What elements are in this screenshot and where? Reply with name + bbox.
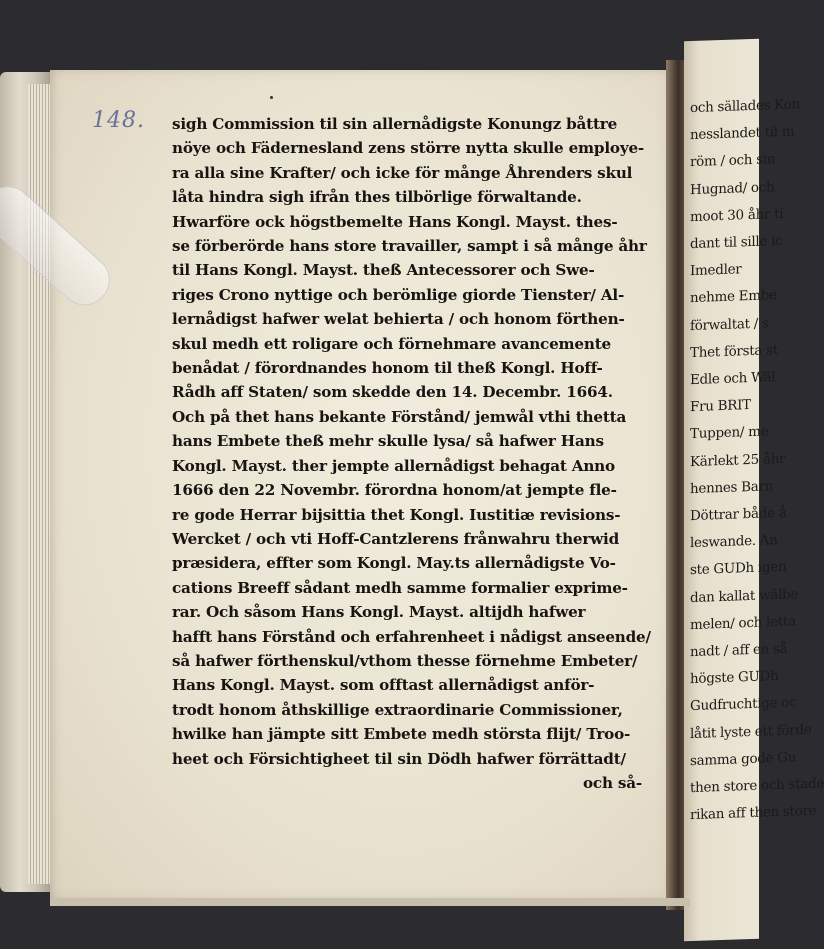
right-page-line: moot 30 åhr ti [690,205,784,225]
text-line: 1666 den 22 Novembr. förordna honom/at jempte fle- [172,481,617,500]
page-number: 148. [92,108,145,133]
ink-speck [270,96,273,99]
main-text-block [172,112,652,795]
text-line: Wercket / och vti Hoff-Cantzlerens frånwahru therwid [172,529,620,548]
right-page-line: hennes Barn [690,478,774,497]
right-page-line: nadt / aff en så [690,640,788,661]
right-page-line: Imedler [690,261,742,280]
text-line: och så- [582,773,642,792]
right-page-line: leswande. An [690,532,778,552]
right-page-line: rikan aff then store [690,802,817,824]
right-page-text [690,92,824,829]
right-page-line: Kärlekt 25 åhr [690,450,786,470]
right-page-line: Gudfruchtige oc [690,694,797,715]
text-line: ra alla sine Krafter/ och icke för månge Åhrenders skul [172,163,633,182]
right-page-line: Edle och Wäl [690,369,776,389]
right-page-partial [684,39,824,942]
right-page-line: nehme Embe [690,287,777,307]
text-line: riges Crono nyttige och berömlige giorde Tienster/ Al- [172,285,625,304]
right-page-line: Fru BRIT [690,397,751,416]
right-page-line: röm / och sin [690,151,776,171]
text-line: se förberörde hans store travailler, sampt i så månge åhr [172,237,647,256]
text-line: Kongl. Mayst. ther jempte allernådigst behagat Anno [172,456,615,475]
right-page-line: Hugnad/ och [690,178,775,198]
page-bottom-edge [50,898,690,906]
text-line: nöye och Fädernesland zens större nytta skulle employe- [172,139,645,158]
right-page-line: samma gode Gu [690,749,797,769]
right-page-line: nesslandet til m [690,123,795,144]
right-page-line: låtit lyste ett förde [690,721,812,742]
text-line: skul medh ett roligare och förnehmare avancemente [172,334,612,353]
text-line: Hans Kongl. Mayst. som offtast allernådigst anför- [172,676,595,695]
text-line: præsidera, effter som Kongl. May.ts allernådigste Vo- [172,554,616,573]
right-page-line: ste GUDh igen [690,559,787,579]
text-line: benådat / förordnandes honom til theß Kongl. Hoff- [172,359,603,378]
text-line: re gode Herrar bijsittia thet Kongl. Iustitiæ revisions- [172,505,621,524]
right-page-line: then store och stade [690,775,824,797]
text-line: Hwarföre ock högstbemelte Hans Kongl. Mayst. thes- [172,212,618,231]
text-line: hans Embete theß mehr skulle lysa/ så hafwer Hans [172,432,604,451]
right-page-line: dan kallat wälbe [690,585,799,606]
right-page-line: dant til sille ic [690,232,783,253]
right-page-line: och sällades Kon [690,96,800,117]
text-line: rar. Och såsom Hans Kongl. Mayst. altijdh hafwer [172,603,586,622]
right-page-line: förwaltat / s [690,314,769,334]
right-page-line: högste GUDh [690,668,779,688]
right-page-line: Thet första st [690,341,778,361]
text-line: trodt honom åthskillige extraordinarie Commissioner, [172,700,623,719]
text-line: cations Breeff sådant medh samme formalier exprime- [172,578,628,597]
text-line: låta hindra sigh ifrån thes tilbörlige förwaltande. [172,188,582,207]
text-line: hwilke han jämpte sitt Embete medh största flijt/ Troo- [172,725,631,744]
text-line: Och på thet hans bekante Förstånd/ jemwål vthi thetta [172,407,627,426]
text-line: til Hans Kongl. Mayst. theß Antecessorer och Swe- [172,261,595,280]
right-page-line: Tuppen/ me [690,423,769,443]
right-page-line: Döttrar både å [690,504,787,525]
text-line: Rådh aff Staten/ som skedde den 14. Decembr. 1664. [172,383,613,402]
right-page-line: melen/ och letta [690,613,796,633]
text-line: hafft hans Förstånd och erfahrenheet i nådigst anseende/ [172,627,651,646]
text-line: så hafwer förthenskul/vthom thesse förnehme Embeter/ [172,651,638,670]
text-line: heet och Försichtigheet til sin Dödh hafwer förrättadt/ [172,749,626,768]
text-line: lernådigst hafwer welat behierta / och honom förthen- [172,310,625,329]
text-line: sigh Commission til sin allernådigste Konungz båttre [172,115,618,133]
